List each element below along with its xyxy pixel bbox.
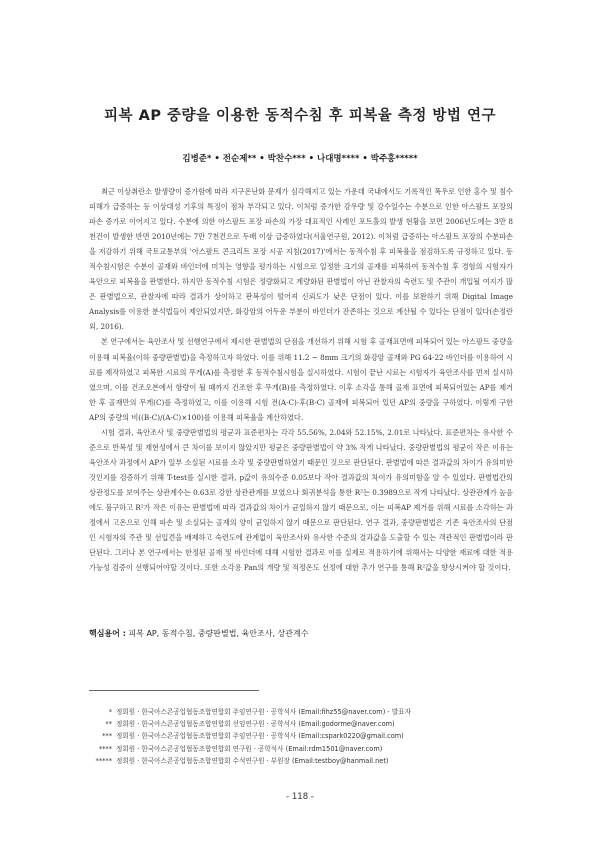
footnote-2	[78, 718, 518, 730]
footnote-divider	[89, 690, 259, 691]
footnote-mark: *	[108, 708, 112, 716]
abstract-paragraph-1: 최근 이상취란소 발생량이 증가함에 따라 지구온난화 문제가 심각해지고 있는 가운데 국내에서도 기록적인 폭우로 인한 홍수 및 침수 피해가 급증하는 등 이상대성 기후의 특징이 점차 부각되고 있다. 이처럼 증가한 강우량 및 강수일수는 수분으로 인한 아스팔트 포장의 파손 증가로 이어지고 있다. 수분에 의한 아스팔트 포장 파손의 가장 대표적인 사례인 포트홀의 발생 현황을 보면 2006년도에는 3만 8천건이 발생한 반면 2010년에는 7만 7천건으로 두배 이상 급증하였다(서울연구원, 2012). 이처럼 급증하는 아스팔트 포장의 수분파손을 저감하기 위해 국토교통부의 '아스팔트 콘크리트 포장 시공 지침(2017)'에서는 동적수침 후 피복율을 점검하도록 규정하고 있다. 동적수침시험은 수분이 골재와 바인더에 미치는 영향을 평가하는 시험으로 일정한 크기의 골재를 피복하여 동적수침 후 경험의 시험자가 육안으로 피복율을 판별한다. 하지만 동적수침 시험은 정량화되고 계량화된 판별법이 아닌 관찰자의 숙련도 및 주관이 개입될 여지가 많은 판별법으로, 관찰자에 따라 결과가 상이하고 판복성이 떨어져 신뢰도가 낮은 단점이 있다. 이를 보완하기 위해 Digital Image Analysis를 이용한 분석법들이 제안되었지만, 화강암의 어두운 부분이 바인더가 잔존하는 것으로 계산될 수 있다는 단점이 있다(손정란 외, 2016).	[89, 187, 513, 332]
abstract-paragraph-3: 시험 결과, 육안조사 및 중량판별법의 평균과 표준편차는 각각 55.56%, 2.04와 52.15%, 2.01로 나타났다. 표준편차는 유사한 수준으로 반복성 및 재현성에서 큰 차이를 보이지 않았지만 평균은 중량판별법이 약 3% 작게 나타났다. 중량판별법의 평균이 작은 이유는 육안조사 과정에서 AP가 일부 소실된 시료를 소각 및 중량판별하였기 때문인 것으로 판단된다. 판별법에 따른 결과값의 차이가 유의미한 것인지를 검증하기 위해 T-test를 실시한 결과, p값이 유의수준 0.05보다 작아 결과값의 차이가 유의미함을 알 수 있었다. 판별법간의 상관정도를 보여주는 상관계수는 0.63로 강한 상관관계를 보였으나 회귀분석을 통한 R²는 0.3989으로 작게 나타났다. 상관관계가 높음에도 불구하고 R²가 작은 이유는 판별법에 따라 결과값의 차이가 균일하지 않기 때문으로, 이는 피복AP 제거를 위해 시료를 소각하는 과정에서 고온으로 인해 파손 및 소실되는 골재의 양이 균일하지 않기 때문으로 판단된다. 연구 결과, 중량판별법은 기존 육안조사의 단점인 시험자의 주관 및 선입견을 배제하고 숙련도에 관계없이 육안조사와 유사한 수준의 결과값을 도출할 수 있는 객관적인 판별법이라 판단된다. 그러나 본 연구에서는 한정된 골재 및 바인더에 대해 시험한 결과로 이를 실제로 적용하기에 위해서는 다양한 재료에 대한 적용가능성 검증이 선행되어야할 것이다. 또한 소각용 Pan의 개량 및 적정온도 선정에 대한 추가 연구를 통해 R²값을 향상시켜야 할 것이다.	[89, 427, 513, 573]
keywords	[89, 628, 308, 639]
page-number: - 118 -	[286, 792, 314, 802]
footnote-text: 정회원 · 한국아스콘공업협동조합연합회 수석연구원 · 부원장 (Email:testboy@hanmail.net)	[116, 756, 389, 765]
footnote-mark: ***	[102, 732, 112, 741]
abstract-body	[89, 184, 513, 575]
footnote-text: 정회원 · 한국아스콘공업협동조합연합회 주임연구원 · 공학석사 (Email:fihz55@naver.com) - 발표자	[116, 708, 411, 716]
paper-title: 피복 AP 중량을 이용한 동적수침 후 피복율 측정 방법 연구	[104, 108, 496, 124]
footnote-text: 정회원 · 한국아스콘공업협동조합연합회 주임연구원 · 공학석사 (Email:cspark0220@gmail.com)	[116, 732, 404, 741]
footnote-1	[78, 706, 518, 718]
keywords-label: 핵심용어 :	[89, 629, 126, 638]
author-list: 김병준* • 전순제** • 박찬수*** • 나대명**** • 박주홍*****	[182, 154, 418, 164]
footnote-5	[78, 755, 518, 767]
footnote-3	[78, 730, 518, 742]
footnote-mark: *****	[95, 756, 112, 765]
keywords-terms: 피복 AP, 동적수침, 중량판별법, 육안조사, 상관계수	[128, 629, 309, 638]
footnote-4	[78, 743, 518, 755]
footnote-text: 정회원 · 한국아스콘공업협동조합연합회 연구원 · 공학석사 (Email:rdm1501@naver.com)	[116, 744, 383, 753]
footnote-mark: **	[105, 720, 112, 729]
footnote-mark: ****	[98, 744, 112, 753]
footnotes	[78, 706, 518, 767]
footnote-text: 정회원 · 한국아스콘공업협동조합연합회 선임연구원 · 공학석사 (Email:godorme@naver.com)	[116, 720, 395, 729]
abstract-paragraph-2: 본 연구에서는 육안조사 및 선행연구에서 제시한 판별법의 단점을 개선하기 위해 시험 후 골재표면에 피복되어 있는 아스팔트 중량을 이용해 피복율(이하 중량판별법)을 측정하고자 하였다. 이를 위해 11.2 ~ 8mm 크기의 화강암 골재와 PG 64-22 바인더를 이용하여 시료를 제작하였고 피복한 시료의 무게(A)를 측정한 후 동적수침시험을 실시하였다. 시험이 끝난 시료는 시험자가 육안조사를 먼저 실시하였으며, 이를 건조오븐에서 항량이 될 때까지 건조한 후 무게(B)를 측정하였다. 이후 소각을 통해 골재 표면에 피복되어있는 AP를 제거한 후 골재만의 무게(C)를 측정하였고, 이를 이용해 시험 전(A-C)·후(B-C) 골재에 피복되어 있던 AP의 중량을 구하였다. 이렇게 구한 AP의 중량의 비((B-C)/(A-C)×100)를 이용해 피복율을 계산하였다.	[89, 337, 513, 422]
